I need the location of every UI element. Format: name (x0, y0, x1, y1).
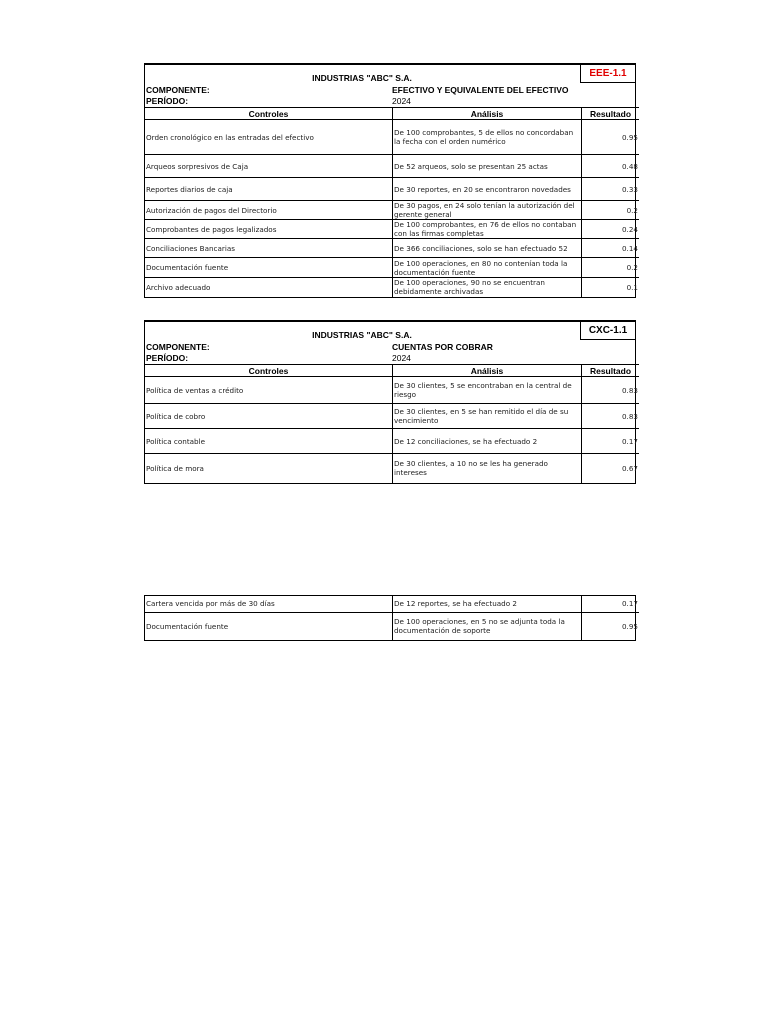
control-cell: Orden cronológico en las entradas del efectivo (145, 120, 393, 155)
header-analisis: Análisis (393, 108, 582, 120)
analisis-cell: De 30 reportes, en 20 se encontraron novedades (393, 178, 582, 201)
control-cell: Política contable (145, 429, 393, 454)
control-cell: Reportes diarios de caja (145, 178, 393, 201)
controls-table (145, 364, 639, 483)
header-analisis: Análisis (393, 365, 582, 377)
resultado-cell: 0.14 (582, 239, 640, 258)
controls-table (145, 596, 639, 640)
analisis-cell: De 52 arqueos, solo se presentan 25 actas (393, 155, 582, 178)
table-row (145, 454, 639, 483)
audit-sheet-efectivo (144, 63, 636, 298)
control-cell: Arqueos sorpresivos de Caja (145, 155, 393, 178)
resultado-cell: 0.67 (621, 463, 638, 473)
analisis-cell: De 100 comprobantes, en 76 de ellos no contaban con las firmas completas (393, 220, 582, 239)
header-resultado: Resultado (582, 365, 640, 377)
componente-label: COMPONENTE: (146, 85, 210, 95)
analisis-cell: De 100 comprobantes, 5 de ellos no concordaban la fecha con el orden numérico (393, 120, 582, 155)
control-cell: Política de mora (145, 454, 393, 483)
control-cell: Política de cobro (145, 404, 393, 429)
resultado-cell: 0.1 (626, 282, 638, 292)
periodo-value: 2024 (392, 96, 411, 106)
table-row (145, 258, 639, 278)
sheet-code: EEE-1.1 (580, 65, 635, 83)
analisis-cell: De 12 conciliaciones, se ha efectuado 2 (393, 429, 582, 454)
control-cell: Conciliaciones Bancarias (145, 239, 393, 258)
control-cell: Documentación fuente (145, 258, 393, 278)
header-controles: Controles (145, 365, 393, 377)
table-row (145, 220, 639, 239)
table-row (145, 239, 639, 258)
table-row (145, 201, 639, 220)
periodo-label: PERÍODO: (146, 353, 189, 363)
resultado-cell: 0.17 (582, 429, 640, 454)
table-row (145, 377, 639, 404)
sheet-code: CXC-1.1 (580, 322, 635, 340)
resultado-cell: 0.83 (582, 377, 640, 404)
analisis-cell: De 366 conciliaciones, solo se han efectuado 52 (393, 239, 582, 258)
control-cell: Autorización de pagos del Directorio (145, 201, 393, 220)
table-row (145, 178, 639, 201)
analisis-cell: De 30 clientes, 5 se encontraban en la central de riesgo (393, 377, 582, 404)
header-resultado: Resultado (582, 108, 640, 120)
table-row (145, 612, 639, 640)
table-row (145, 429, 639, 454)
table-row (145, 155, 639, 178)
analisis-cell: De 30 clientes, en 5 se han remitido el día de su vencimiento (393, 404, 582, 429)
analisis-cell: De 30 clientes, a 10 no se les ha generado intereses (393, 454, 582, 483)
control-cell: Comprobantes de pagos legalizados (145, 220, 393, 239)
resultado-cell: 0.83 (582, 404, 640, 429)
resultado-cell: 0.48 (582, 155, 640, 178)
continuation-table (144, 595, 636, 641)
table-row (145, 278, 639, 297)
controls-table (145, 107, 639, 297)
componente-value: CUENTAS POR COBRAR (392, 342, 493, 352)
analisis-cell: De 30 pagos, en 24 solo tenían la autorización del gerente general (393, 201, 582, 220)
resultado-cell: 0.17 (582, 596, 640, 612)
company-name: INDUSTRIAS "ABC" S.A. (312, 330, 412, 340)
table-row (145, 120, 639, 155)
sheet-header (145, 65, 635, 107)
resultado-cell: 0.33 (582, 178, 640, 201)
table-row (145, 596, 639, 612)
periodo-value: 2024 (392, 353, 411, 363)
resultado-cell: 0.24 (582, 220, 640, 239)
analisis-cell: De 100 operaciones, en 80 no contenían toda la documentación fuente (393, 258, 582, 278)
header-controles: Controles (145, 108, 393, 120)
analisis-cell: De 12 reportes, se ha efectuado 2 (393, 596, 582, 612)
table-row (145, 404, 639, 429)
sheet-header (145, 322, 635, 364)
analisis-cell: De 100 operaciones, en 5 no se adjunta toda la documentación de soporte (393, 612, 582, 640)
control-cell: Cartera vencida por más de 30 días (145, 596, 393, 612)
analisis-cell: De 100 operaciones, 90 no se encuentran debidamente archivadas (393, 278, 582, 297)
audit-sheet-cuentas-por-cobrar (144, 320, 636, 484)
control-cell: Documentación fuente (145, 612, 393, 640)
resultado-cell: 0.95 (621, 621, 638, 631)
componente-value: EFECTIVO Y EQUIVALENTE DEL EFECTIVO (392, 85, 569, 95)
resultado-cell: 0.2 (582, 201, 640, 220)
resultado-cell: 0.95 (582, 120, 640, 155)
table-header-row (145, 108, 639, 120)
control-cell: Archivo adecuado (145, 278, 393, 297)
company-name: INDUSTRIAS "ABC" S.A. (312, 73, 412, 83)
componente-label: COMPONENTE: (146, 342, 210, 352)
resultado-cell: 0.2 (582, 258, 640, 278)
table-header-row (145, 365, 639, 377)
periodo-label: PERÍODO: (146, 96, 189, 106)
control-cell: Política de ventas a crédito (145, 377, 393, 404)
